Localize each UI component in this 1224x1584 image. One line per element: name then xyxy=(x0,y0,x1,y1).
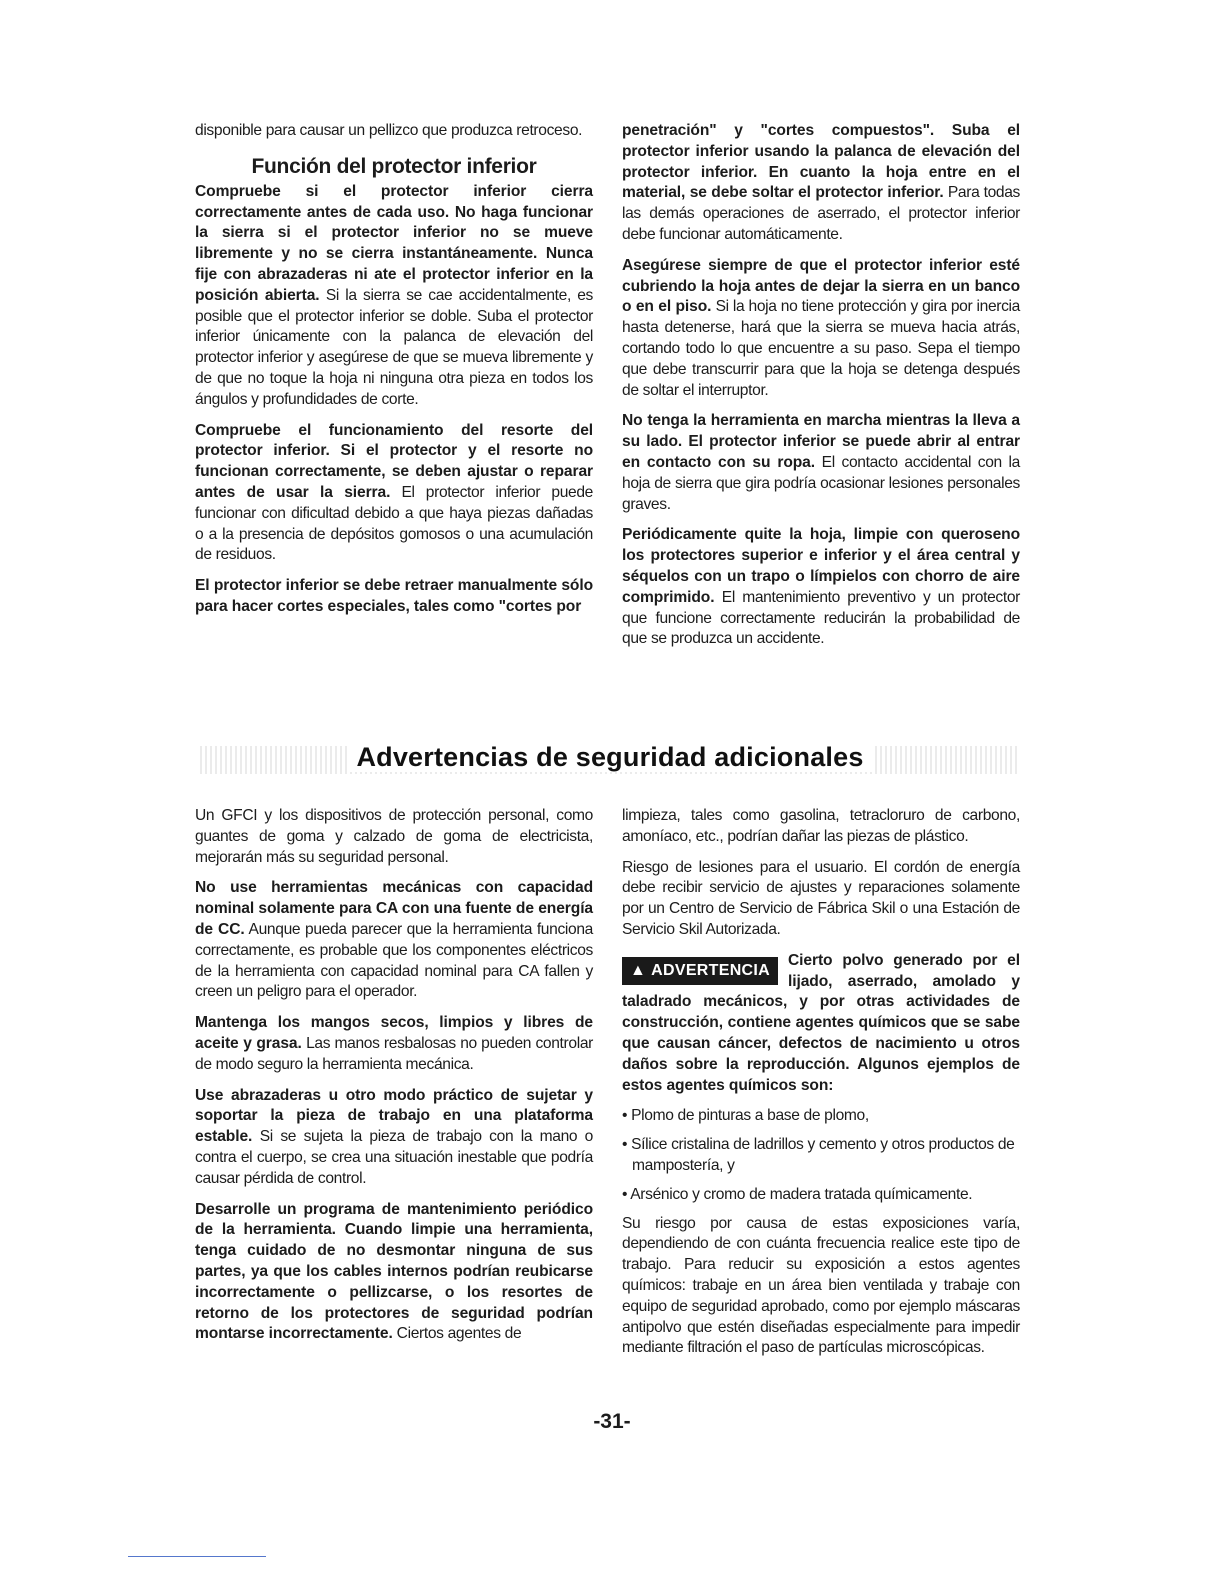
paragraph-cord-service: Riesgo de lesiones para el usuario. El cordón de energía debe recibir servicio de ajustes y reparaciones solamente por un Centro de Servicio de Fábrica Skil o una Estación de Servicio Skil Autorizada. xyxy=(622,858,1020,938)
bold-lead: No tenga la herramienta en marcha mientras la lleva a su lado. El protector inferior se puede abrir al entrar en contacto con su ropa. xyxy=(622,412,1020,471)
paragraph-check-lower-guard xyxy=(195,182,593,411)
list-item: • Sílice cristalina de ladrillos y cemento y otros productos de mampostería, y xyxy=(622,1136,1015,1174)
paragraph-plunge-cuts xyxy=(622,121,1020,246)
bold-lead: No use herramientas mecánicas con capacidad nominal solamente para CA con una fuente de energía de CC. xyxy=(195,879,593,938)
paragraph-maintenance xyxy=(195,1200,593,1346)
warning-text: Cierto polvo generado por el lijado, aserrado, amolado y taladrado mecánicos, y por otras actividades de construcción, contiene agentes químicos que se sabe que causan cáncer, defectos de nacimiento u otros daños sobre la reproducción. Algunos ejemplos de estos agentes químicos son: xyxy=(622,951,1020,1094)
body-text: Aunque pueda parecer que la herramienta funciona correctamente, es probable que los componentes eléctricos de la herramienta con capacidad nominal para CA fallen y creen un peligro para el operador. xyxy=(195,920,593,1001)
bold-lead: Mantenga los mangos secos, limpios y libres de aceite y grasa. xyxy=(195,1014,593,1052)
paragraph-handles-dry xyxy=(195,1013,593,1075)
paragraph-cleaning xyxy=(622,525,1020,650)
paragraph-gfci: Un GFCI y los dispositivos de protección personal, como guantes de goma y calzado de goma de electricista, mejorarán más su seguridad personal. xyxy=(195,807,593,866)
banner-title xyxy=(200,742,1020,773)
body-text: El mantenimiento preventivo y un protector que funcione correctamente reducirán la probabilidad de que se produzca un accidente. xyxy=(622,588,1020,648)
body-text: Si la sierra se cae accidentalmente, es posible que el protector inferior se doble. Suba el protector inferior únicamente con la palanca de elevación del protector inferior y asegúrese de que se mueva libremente y de que no toque la hoja ni ninguna otra pieza en todos los ángulos y profundidades de corte. xyxy=(195,286,593,408)
paragraph-ac-dc xyxy=(195,878,593,1003)
list-item: • Arsénico y cromo de madera tratada químicamente. xyxy=(622,1185,973,1203)
body-text: Para todas las demás operaciones de aserrado, el protector inferior debe funcionar automáticamente. xyxy=(622,184,1020,243)
bold-lead: Use abrazaderas u otro modo práctico de sujetar y soportar la pieza de trabajo en una plataforma estable. xyxy=(195,1086,593,1146)
column-1 xyxy=(195,121,593,628)
body-text: Si se sujeta la pieza de trabajo con la mano o contra el cuerpo, se crea una situación inestable que podría causar pérdida de control. xyxy=(195,1128,593,1187)
paragraph-guard-covering xyxy=(622,256,1020,402)
banner-title-text: Advertencias de seguridad adicionales xyxy=(348,742,871,772)
bold-lead: Desarrolle un programa de mantenimiento periódico de la herramienta. Cuando limpie una herramienta, tenga cuidado de no desmontar ninguna de sus partes, ya que los cables internos podrían reubicarse incorrectamente o pellizcarse, o los resortes de retorno de los protectores de seguridad podrían montarse incorrectamente. xyxy=(195,1200,593,1343)
body-text: El protector inferior puede funcionar con dificultad debido a que haya piezas dañadas o a la presencia de depósitos gomosos o una acumulación de residuos. xyxy=(195,483,593,564)
bold-lead: El protector inferior se debe retraer manualmente sólo para hacer cortes especiales, tales como "cortes por xyxy=(195,577,593,615)
column-2 xyxy=(622,121,1020,660)
section-banner xyxy=(200,732,1020,788)
chemical-list xyxy=(622,1106,1020,1205)
paragraph-retract-manually xyxy=(195,576,593,618)
paragraph-check-spring xyxy=(195,421,593,567)
list-item: • Plomo de pinturas a base de plomo, xyxy=(622,1107,869,1125)
bold-lead: Asegúrese siempre de que el protector inferior esté cubriendo la hoja antes de dejar la sierra en un banco o en el piso. xyxy=(622,256,1020,316)
intro-paragraph: disponible para causar un pellizco que produzca retroceso. xyxy=(195,122,583,139)
footer-rule xyxy=(128,1556,266,1557)
warning-triangle-icon: ▲ xyxy=(630,961,647,979)
bold-lead: Periódicamente quite la hoja, limpie con queroseno los protectores superior e inferior y el área central y séquelos con un trapo o límpielos con chorro de aire comprimido. xyxy=(622,526,1020,606)
paragraph-carrying xyxy=(622,411,1020,515)
body-text: Ciertos agentes de xyxy=(392,1325,522,1343)
paragraph-exposure-risk: Su riesgo por causa de estas exposiciones varía, dependiendo de con cuánta frecuencia realice este tipo de trabajo. Para reducir su exposición a estos agentes químicos: trabaje en un área bien ventilada y trabaje con equipo de seguridad aprobado, como por ejemplo máscaras antipolvo que estén diseñadas especialmente para impedir mediante filtración el paso de partículas microscópicas. xyxy=(622,1214,1020,1357)
paragraph-cleaning-agents: limpieza, tales como gasolina, tetracloruro de carbono, amoníaco, etc., podrían dañar las piezas de plástico. xyxy=(622,807,1020,845)
bold-lead: Compruebe el funcionamiento del resorte del protector inferior. Si el protector y el resorte no funcionan correctamente, se deben ajustar o reparar antes de usar la sierra. xyxy=(195,421,593,501)
bold-lead: penetración" y "cortes compuestos". Suba el protector inferior usando la palanca de elevación del protector inferior. En cuanto la hoja entre en el material, se debe soltar el protector inferior. xyxy=(622,122,1020,202)
section-heading-lower-guard: Función del protector inferior xyxy=(251,154,537,178)
warning-badge xyxy=(622,957,778,985)
column-4 xyxy=(622,806,1020,1369)
paragraph-warning xyxy=(622,951,1020,1097)
body-text: Las manos resbalosas no pueden controlar de modo seguro la herramienta mecánica. xyxy=(195,1034,593,1073)
body-text: El contacto accidental con la hoja de sierra que gira podría ocasionar lesiones personales graves. xyxy=(622,453,1020,513)
paragraph-clamps xyxy=(195,1086,593,1190)
bold-lead: Compruebe si el protector inferior cierra correctamente antes de cada uso. No haga funcionar la sierra si el protector inferior no se mueve libremente y no se cierra instantáneamente. Nunca fije con abrazaderas ni ate el protector inferior en la posición abierta. xyxy=(195,182,593,304)
warning-label: ADVERTENCIA xyxy=(651,961,771,979)
page-number: -31- xyxy=(593,1410,631,1433)
body-text: Si la hoja no tiene protección y gira por inercia hasta detenerse, hará que la sierra se mueva hacia atrás, cortando todo lo que encuentre a su paso. Sepa el tiempo que debe transcurrir para que la hoja se detenga después de soltar el interruptor. xyxy=(622,298,1020,399)
column-3 xyxy=(195,806,593,1355)
